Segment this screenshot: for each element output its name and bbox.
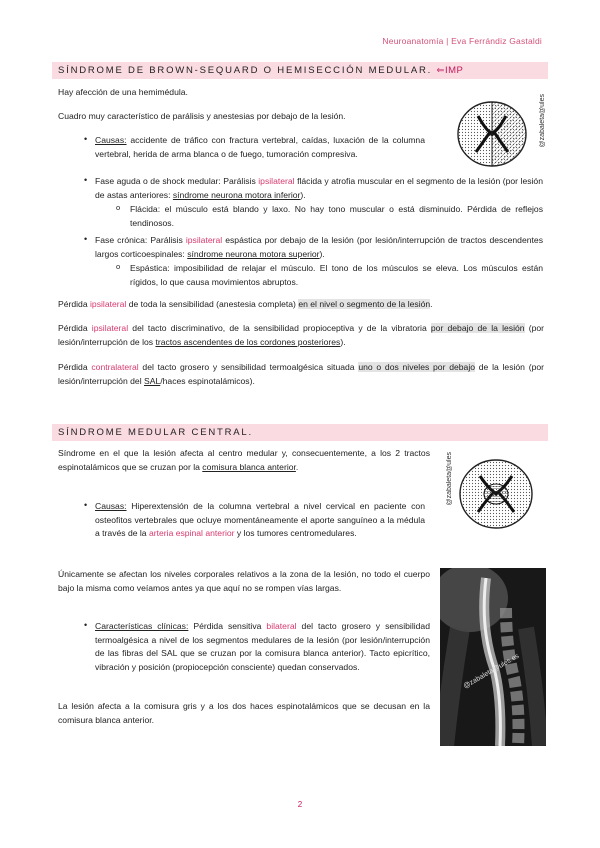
important-tag: IMP: [444, 65, 464, 76]
text: del tacto discriminativo, de la sensibilidad propioceptiva y de la vibratoria: [128, 323, 431, 333]
highlight: uno o dos niveles por debajo: [358, 362, 476, 372]
bullet-icon: •: [84, 134, 88, 144]
text: Pérdida: [58, 323, 92, 333]
sal-term: SAL: [144, 375, 161, 386]
mri-sagittal-illustration: [440, 568, 546, 746]
bullet-chronic-phase: [95, 234, 543, 261]
figure-watermark: @zabaleta@ules: [446, 452, 453, 506]
bullet-acute-phase: [95, 175, 543, 202]
text: .: [430, 299, 433, 309]
paragraph-levels-affected: Únicamente se afectan los niveles corporales relativos a la zona de la lesión, no todo el cuerpo bajo la misma como veíamos antes ya que aquí no se rompen vías largas.: [58, 569, 430, 593]
bullet-icon: •: [84, 234, 88, 244]
ipsilateral-term: ipsilateral: [90, 299, 127, 309]
text: flácida y atrofia muscular en el segmento de la lesión (por lesión de astas anteriores:: [95, 176, 543, 200]
causes-label: Causas:: [95, 135, 127, 145]
section-heading-central-cord: [52, 424, 548, 441]
text: .: [295, 461, 299, 472]
text: Síndrome en el que la lesión afecta al centro medular y, consecuentemente, a los 2 tractos espinotalámicos que se cruzan por la: [58, 448, 430, 472]
text: Fase aguda o de shock medular: Parálisis: [95, 176, 259, 186]
paragraph-commissure-lesion: La lesión afecta a la comisura gris y a los dos haces espinotalámicos que se decusan en la comisura blanca anterior.: [58, 701, 430, 725]
lower-motor-neuron-term: síndrome neurona motora inferior: [172, 189, 301, 200]
causes-text: accidente de tráfico con fractura vertebral, caídas, luxación de la columna vertebral, herida de arma blanca o de fuego, tumoración compresiva.: [95, 135, 425, 159]
central-cord-cross-section-illustration: [444, 446, 548, 538]
highlight: por debajo de la lesión: [430, 323, 525, 333]
spinal-cord-hemisection-figure: [440, 86, 544, 182]
text: y los tumores centromedulares.: [234, 528, 357, 539]
text: Fase crónica: Parálisis: [95, 235, 186, 245]
sub-bullet-icon: o: [116, 262, 121, 271]
text: ).: [300, 189, 306, 200]
ipsilateral-term: ipsilateral: [185, 235, 223, 245]
sub-bullet-icon: o: [116, 203, 121, 212]
section-title: SÍNDROME DE BROWN-SEQUARD O HEMISECCIÓN MEDULAR.: [58, 65, 433, 76]
text: de toda la sensibilidad (anestesia completa): [126, 299, 299, 309]
text: ).: [340, 336, 346, 347]
text: Hiperextensión de la columna vertebral a nivel cervical en paciente con osteofitos vertebrales que ocluye momentáneamente el aporte sanguíneo a la médula a través de la: [95, 501, 425, 539]
text: Pérdida sensitiva: [188, 621, 267, 631]
text: del tacto grosero y sensibilidad termoalgésica a nivel de los segmentos medulares de la lesión (por lesión/interrupción de las fibras del SAL que se cruzan por la comisura blanca anterior). Tacto epicrítico, vibración y posición (propiocepción consciente) quedan conservados.: [95, 621, 430, 672]
causes-label: Causas:: [95, 501, 127, 511]
paragraph-contralateral-loss: [58, 361, 544, 388]
text: espástica por debajo de la lesión (por lesión/interrupción de tractos descendentes largos corticoespinales:: [95, 235, 543, 259]
bilateral-term: bilateral: [266, 621, 297, 631]
arrow-left-icon: ⇐: [436, 65, 445, 76]
ipsilateral-term: ipsilateral: [258, 176, 295, 186]
central-cord-syndrome-figure: [444, 446, 548, 538]
text: del tacto grosero y sensibilidad termoalgésica situada: [138, 362, 359, 372]
bullet-central-causes: [95, 500, 425, 541]
text: ).: [319, 248, 325, 259]
highlight: en el nivel o segmento de la lesión: [298, 299, 431, 309]
bullet-icon: •: [84, 500, 88, 510]
text: de la lesión (por lesión/interrupción del: [58, 362, 544, 386]
clinical-features-label: Características clínicas:: [95, 621, 189, 631]
anterior-spinal-artery-term: arteria espinal anterior: [148, 528, 235, 539]
contralateral-term: contralateral: [91, 362, 139, 372]
paragraph-intro: Hay afección de una hemimédula.: [58, 87, 188, 97]
cervical-mri-image: [440, 568, 546, 746]
paragraph-posterior-column-loss: [58, 322, 544, 349]
text: Pérdida: [58, 362, 92, 372]
page-number: 2: [297, 800, 303, 809]
section-heading-brown-sequard: [52, 62, 548, 79]
figure-watermark: @zabaleta@ules: [539, 94, 546, 148]
bullet-causes: [95, 134, 425, 161]
spinal-cord-cross-section-illustration: [440, 86, 544, 182]
anterior-white-commissure-term: comisura blanca anterior: [202, 461, 296, 472]
posterior-tracts-term: tractos ascendentes de los cordones posteriores: [155, 336, 341, 347]
section-title: SÍNDROME MEDULAR CENTRAL.: [58, 427, 253, 438]
sub-bullet-flaccid: Flácida: el músculo está blando y laxo. No hay tono muscular o está disminuido. Pérdida de reflejos tendinosos.: [130, 204, 543, 228]
ipsilateral-term: ipsilateral: [91, 323, 129, 333]
text: Pérdida: [58, 299, 91, 309]
bullet-icon: •: [84, 620, 88, 630]
figure-watermark: @zabaleta@ules.es: [462, 652, 521, 691]
running-header: Neuroanatomía | Eva Ferrándiz Gastaldi: [382, 36, 542, 46]
sub-bullet-spastic: Espástica: imposibilidad de relajar el músculo. El tono de los músculos se eleva. Los músculos están rígidos, lo que causa movimientos abruptos.: [130, 263, 543, 287]
text: /haces espinotalámicos).: [160, 375, 255, 386]
bullet-icon: •: [84, 175, 88, 185]
upper-motor-neuron-term: síndrome neurona motora superior: [187, 248, 320, 259]
paragraph-intro-2: Cuadro muy característico de parálisis y anestesias por debajo de la lesión.: [58, 111, 346, 121]
paragraph-total-sensory-loss: [58, 298, 546, 312]
bullet-clinical-features: [95, 620, 430, 674]
text: (por lesión/interrupción de los: [58, 323, 544, 347]
paragraph-central-intro: [58, 447, 430, 474]
